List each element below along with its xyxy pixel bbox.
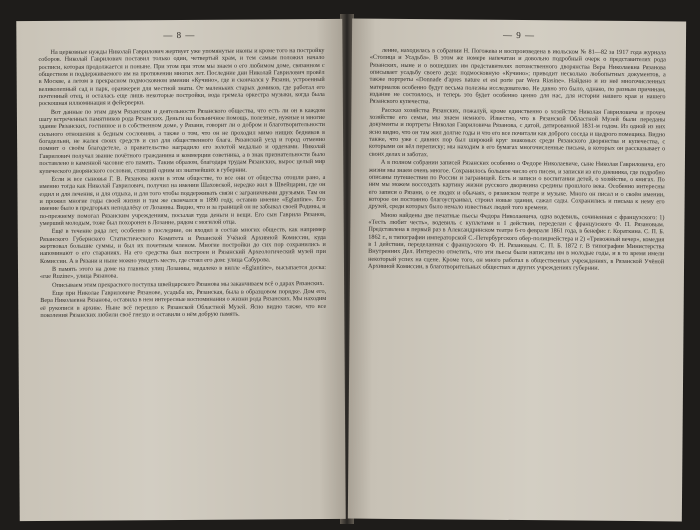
left-page — [16, 19, 345, 521]
left-page-text — [38, 47, 326, 319]
left-page-number: — 8 — — [163, 29, 196, 41]
paragraph: В память этого на доме на главных улиц Лозанны, недалеко в вилле «Eglantine», высыпается доска: «rue Ruzine», улица Рязанова. — [40, 263, 327, 281]
paragraph: Описываем этим прекрасного поступка швейцарского Рязанова мы заканчиваем всё о дарах Рязанских. — [52, 279, 325, 289]
right-page-text — [368, 47, 666, 273]
paragraph: Рассказ хозяйства Рязанских, пожалуй, кроме единственно о хозяйстве Николая Гавриловича и прочем хозяйстве его семьи, мы знаем немного. Известно, что в Рязанской Областной Музей были переданы документы и портреты Николая Гавриловича Рязанова, с датой, датированной 1831-м годом. Из одной из них ясно видно, что он там жил долгие годы и что его все почитали как доброго соседа и щедрого помещика. Видно также, что уже с давних пор был широкий круг знакомых среди Рязанского дворянства и купечества, с которыми он вёл переписку; мы находим в его бумагах многочисленные письма, в которых он рассказывает о своих делах и заботах. — [368, 106, 666, 159]
paragraph: На церковные нужды Николай Гаврилович жертвует уже упомянутые иконы и кроме того на постройку соборов. Николай Гаврилович поставил только один, четвертый храм, и тем самым положил начало росписи, которая продолжается и поныне. При этом при этом мы знаем о его любимом доме, связанном с обществом и поддерживаемого им на протяжении многих лет. Последние дни Николай Гаврилович провёл в Москве, а летом в прекрасном подмосковном имении «Кучино», где и скончался у Рязани, устроенный великолепный сад и парк, оранжереи для местной знати. От маленьких старых домиков, где работал его почтенный отец, и осталась еще лишь некоторые постройки, вода гремела оркестра музыки, когда была роскошная иллюминация и фейерверки. — [38, 46, 325, 108]
right-page — [348, 19, 686, 522]
paragraph: Вот данные по этим двум Рязанским и деятельности Рязанского общества, что есть ли он в каждом шагу встреченных памятников рода Рязанских. Деньги на больничное помощь, полезные, нужные и многие здание Рязанских, гостинное и в собственном доме, у Рязани, говорит ли о добром и благотворительности сильного отношения к бедным сословиям, а также о том, что он не проходил мимо нищих бедняков в богадельни, не жалея своих средств и сил для общественного блага. Рязанский уезд и город отменно помнит о своём благодетеле, а правительство наградило его золотой медалью и орденами. Николай Гаврилович получал звание почётного гражданина и коммерции советника, а в знак признательности было поставлено в каменной часовне его память. Таким образом, благодаря трудам Рязанских, вырос целый мир купеческого дворянского сословия, ставший одним из знатнейших в губернии. — [38, 106, 326, 175]
paragraph: А в полном собрании записей Рязанских особенно о Федоре Николаевиче, сыне Николая Гавриловича, его жизни мы знаем очень многое. Сохранилось большое число его писем, и записки из его дневника, где подробно описаны путешествия по России и заграницей. Есть и записи о воспитании детей, о хозяйстве, о книгах. По ним мы можем воссоздать картину жизни русского дворянина средины прошлого века. Особенно интересны его записи о Рязани, о ее людях и обычаях, о рязанском театре и музыке. Много он писал и о своём имении, которое он постоянно благоустраивал, строил новые здания, сажал сады. Сохранились и письма к нему его друзей, среди которых было немало известных людей того времени. — [368, 158, 665, 212]
right-page-number: — 9 — — [503, 29, 536, 41]
paragraph: Мною найдены две печатные пьесы Федора Николаевича, одна водевиль, сочиненная с французского: 1) «Тесть любит честь», водевиль с куплетами в 1 действии, переделан с французского Ф. П. Рязановым. Представлена в первый раз в Александринском театре 6-го февраля 1861 года, в бенефис г. Кораткина. С. П. Б. 1862 г., в типографии императорской С.-Петербургского обер-полицмейстера и 2) «Тревожный вечер», комедия в 1 действии, переделанная с французского Ф. Н. Рязановым. С. П. Б. 1872 г. В типографии Министерства Внутренних Дел. Интересно отметить, что эти пьесы были написаны им в молодые годы, и в то время имели некоторый успех на сцене. Кроме того, он много работал в общественных учреждениях, в Рязанской Учёной Архивной Комиссии, в благотворительных обществах и других учреждениях губернии. — [367, 211, 665, 272]
paragraph: Еще при Николае Гавриловиче Рязанове, усадьба их, Рязанская, была в образцовом порядке. Дом его, Вера Николаевна Рязанова, оставила в нем интересные воспоминания о жизни рода Рязанских. Мы находим её рукописи в архиве. Ныне всё перешло к Рязанской Областной Музей. Ясно видно также, что все поколения Рязанских любили своё гнездо и оставили о нём добрую память. — [40, 287, 327, 320]
paragraph: Ещё в течение ряда лет, особенно в последние, он входил в состав многих обществ, как например Рязанского Губернского Статистического Комитета и Рязанской Учёной Архивной Комиссии, куда жертвовал большие суммы, и был их почетным членом. Многие постройки до сих пор сохранились и напоминают о его стараниях. На его средства был построен и Рязанский Археологический музей при Комиссии. А в Рязани и ныне можно увидеть место, где стоял его дом: улица Сабурова. — [39, 226, 326, 265]
paragraph: ление, находилась в собрании Н. Погожева и воспроизведена в июльском № 81—82 за 1917 года журнала «Столица и Усадьба». В этом же номере напечатан и довольно подробный очерк о представителях рода Рязанских, ныне и о вошедших им представителях потомственного дворянства Вера Николаевна Рязанова описывает усадьбу своего деда: подмосковную «Кучино»; приводит несколько любопытных документов, а также портреты «Donnade d'apres nature et est porte par Wera Riasine». Найдено и из неё многочисленных материалов особенно будут весьма полезны исследователю. Не давно это было, однако, по разным причинам, издание не состоялось, и теперь это будет особенно ценно для нас, для истории нашего края и нашего Рязанского купечества. — [369, 46, 666, 106]
paragraph: Если ж все сыновья Г. В. Рязанова жили в этом обществе, то все они от общества отошли рано, а именно тогда как Николай Гаврилович, получил на имении Шаховской, нередко жил в Швейцарии, где он ездил и для лечения, и для отдыха, и для того чтобы поддерживать связи с заграничными друзьями. Там он и прожил многие годы своей жизни и там же скончался в 1890 году, оставив имение «Eglantine». Его имение было в предгорьях неподалёку от Лозанны. Видно, что и за границей он не забывал своей Родины, и по-прежнему помогал Рязанским учреждениям, посылая туда деньги и вещи. Его сын Гаврила Рязанов, умерший молодым, тоже был похоронен в Лозанне, рядом с могилой отца. — [39, 173, 326, 227]
